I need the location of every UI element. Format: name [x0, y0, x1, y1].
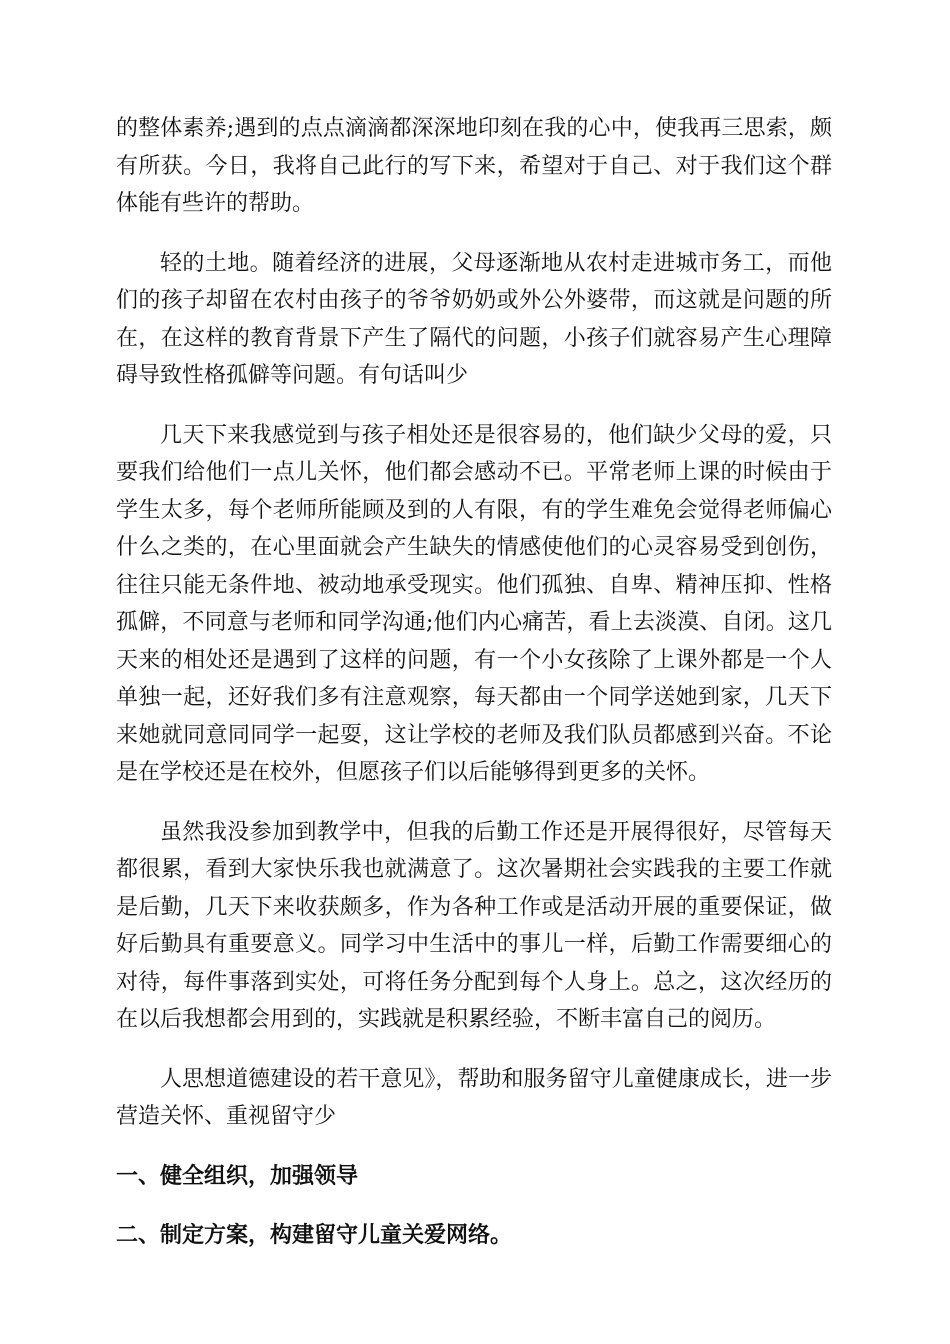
paragraph-2: 轻的土地。随着经济的进展，父母逐渐地从农村走进城市务工，而他们的孩子却留在农村由孩子的爷爷奶奶或外公外婆带，而这就是问题的所在，在这样的教育背景下产生了隔代的问题，小孩子们就容易产生心理障碍导致性格孤僻等问题。有句话叫少: [116, 250, 832, 388]
section-heading-2: 二、制定方案，构建留守儿童关爱网络。: [116, 1223, 513, 1248]
paragraph-1: 的整体素养;遇到的点点滴滴都深深地印刻在我的心中，使我再三思索，颇有所获。今日，我将自己此行的写下来，希望对于自己、对于我们这个群体能有些许的帮助。: [116, 116, 832, 216]
paragraph-4: 虽然我没参加到教学中，但我的后勤工作还是开展得很好，尽管每天都很累，看到大家快乐我也就满意了。这次暑期社会实践我的主要工作就是后勤，几天下来收获颇多，作为各种工作或是活动开展的重要保证，做好后勤具有重要意义。同学习中生活中的事儿一样，后勤工作需要细心的对待，每件事落到实处，可将任务分配到每个人身上。总之，这次经历的在以后我想都会用到的，实践就是积累经验，不断丰富自己的阅历。: [116, 819, 832, 1032]
document-page: [116, 110, 832, 1255]
paragraph-5: 人思想道德建设的若干意见》，帮助和服务留守儿童健康成长，进一步营造关怀、重视留守少: [116, 1066, 832, 1129]
paragraph-3: 几天下来我感觉到与孩子相处还是很容易的，他们缺少父母的爱，只要我们给他们一点儿关怀，他们都会感动不已。平常老师上课的时候由于学生太多，每个老师所能顾及到的人有限，有的学生难免会觉得老师偏心什么之类的，在心里面就会产生缺失的情感使他们的心灵容易受到创伤，往往只能无条件地、被动地承受现实。他们孤独、自卑、精神压抑、性格孤僻，不同意与老师和同学沟通;他们内心痛苦，看上去淡漠、自闭。这几天来的相处还是遇到了这样的问题，有一个小女孩除了上课外都是一个人单独一起，还好我们多有注意观察，每天都由一个同学送她到家，几天下来她就同意同同学一起耍，这让学校的老师及我们队员都感到兴奋。不论是在学校还是在校外，但愿孩子们以后能够得到更多的关怀。: [116, 422, 832, 785]
section-heading-1: 一、健全组织，加强领导: [116, 1163, 359, 1189]
